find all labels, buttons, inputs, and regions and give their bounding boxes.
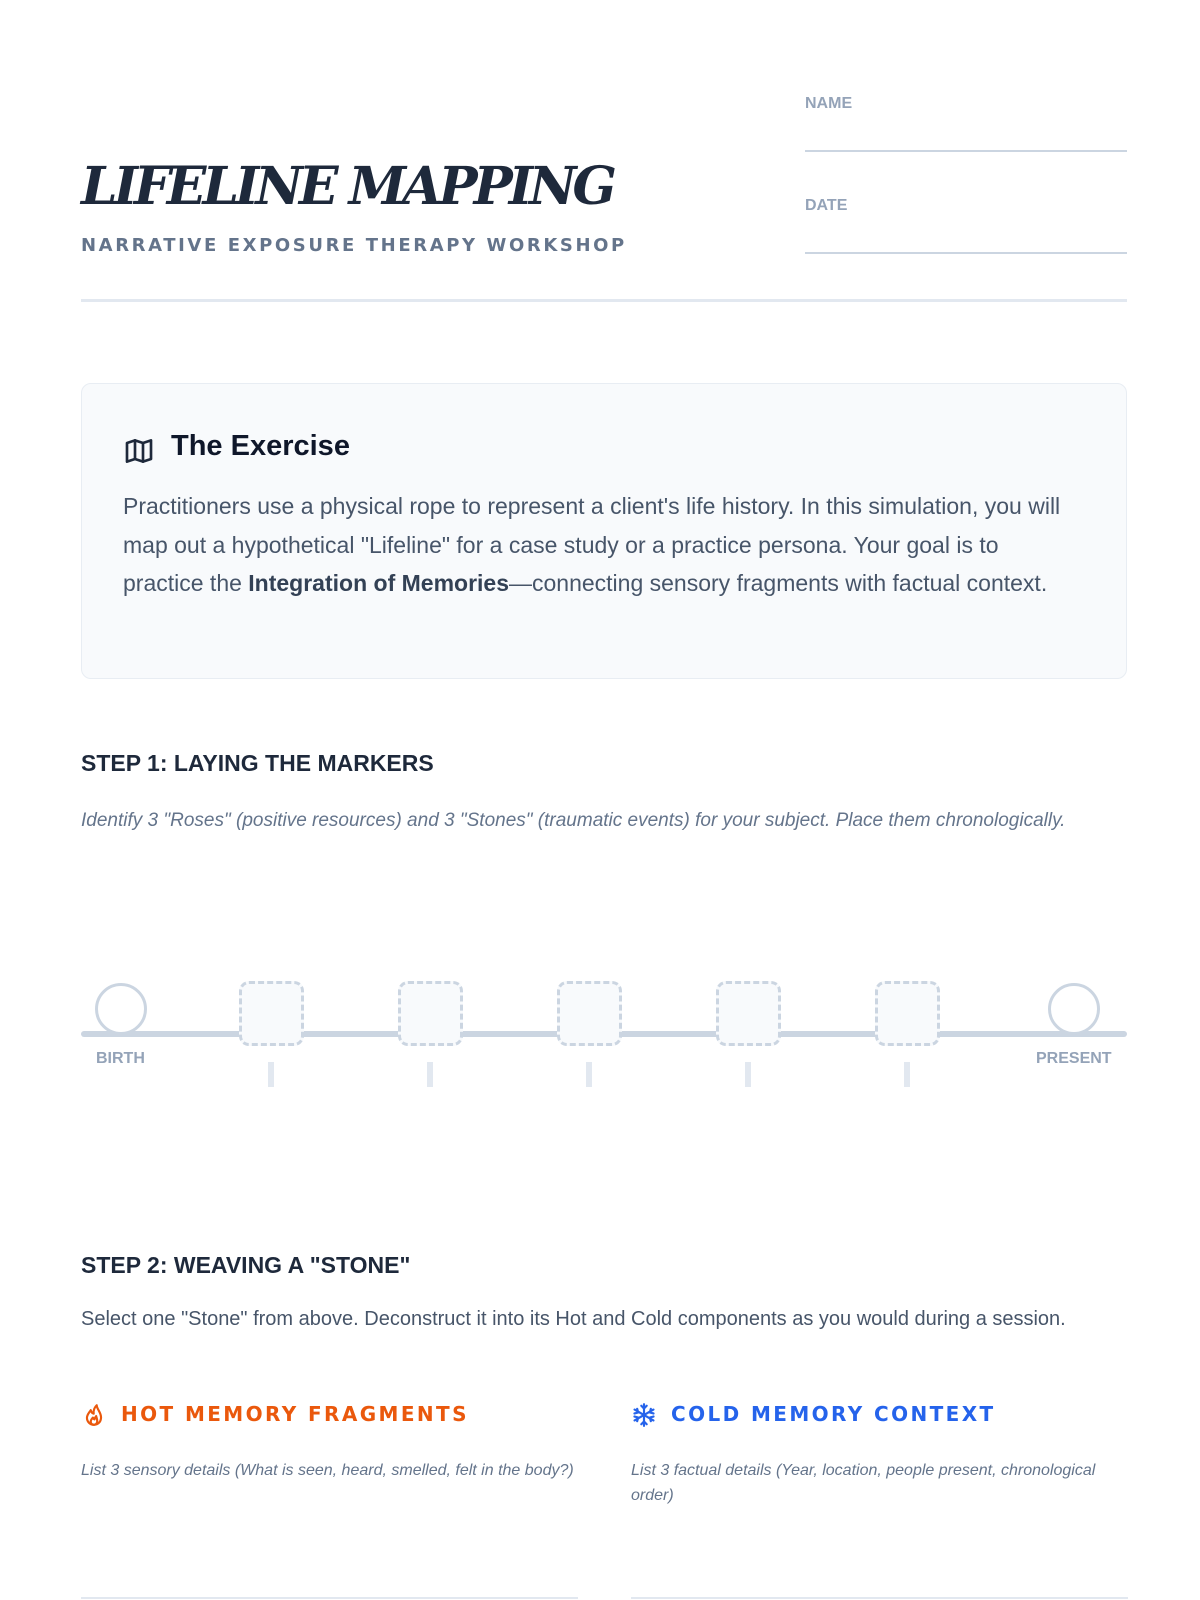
date-field[interactable]: [805, 197, 1127, 254]
hot-memory-answer-line[interactable]: [81, 1597, 578, 1599]
marker-slot[interactable]: [398, 981, 463, 1046]
hot-memory-description: List 3 sensory details (What is seen, heard, smelled, felt in the body?): [81, 1462, 574, 1479]
page-subtitle: NARRATIVE EXPOSURE THERAPY WORKSHOP: [81, 235, 627, 256]
date-field-label: DATE: [805, 197, 848, 214]
flame-icon: [81, 1402, 107, 1428]
snowflake-icon: [631, 1402, 657, 1428]
worksheet-page: [81, 0, 1127, 1600]
cold-memory-description: List 3 factual details (Year, location, people present, chronological order): [631, 1462, 1096, 1504]
lifeline-timeline: [81, 975, 1127, 1095]
hot-memory-title: HOT MEMORY FRAGMENTS: [121, 1402, 469, 1426]
marker-tick: [427, 1062, 433, 1087]
exercise-title: The Exercise: [171, 430, 350, 462]
name-field[interactable]: [805, 95, 1127, 152]
step2-heading: STEP 2: WEAVING A "STONE": [81, 1252, 411, 1278]
step1-instruction: Identify 3 "Roses" (positive resources) and 3 "Stones" (traumatic events) for your subject. Place them chronologically.: [81, 810, 1066, 831]
cold-memory-title: COLD MEMORY CONTEXT: [671, 1402, 996, 1426]
page-title: LIFELINE MAPPING: [81, 156, 613, 217]
hot-memory-section: [81, 1400, 578, 1600]
present-marker: [1048, 983, 1100, 1035]
marker-slot[interactable]: [716, 981, 781, 1046]
step1-heading: STEP 1: LAYING THE MARKERS: [81, 750, 434, 776]
step2-instruction: Select one "Stone" from above. Deconstruct it into its Hot and Cold components as you would during a session.: [81, 1308, 1066, 1330]
cold-memory-answer-line[interactable]: [631, 1597, 1128, 1599]
worksheet-header: [81, 0, 1127, 302]
exercise-emphasis: Integration of Memories: [248, 570, 509, 596]
cold-memory-section: [631, 1400, 1128, 1600]
name-field-label: NAME: [805, 95, 853, 112]
map-icon: [123, 435, 155, 467]
exercise-card: [81, 383, 1127, 679]
marker-slot[interactable]: [239, 981, 304, 1046]
marker-tick: [904, 1062, 910, 1087]
birth-label: BIRTH: [96, 1050, 145, 1067]
marker-slot[interactable]: [875, 981, 940, 1046]
present-label: PRESENT: [1036, 1050, 1112, 1067]
marker-slot[interactable]: [557, 981, 622, 1046]
marker-tick: [268, 1062, 274, 1087]
marker-tick: [745, 1062, 751, 1087]
exercise-description: Practitioners use a physical rope to represent a client's life history. In this simulation, you will map out a hypothetical "Lifeline" for a case study or a practice persona. Your goal is to practice the Integration of Memories—connecting sensory fragments with factual context.: [123, 493, 1061, 596]
birth-marker: [95, 983, 147, 1035]
marker-tick: [586, 1062, 592, 1087]
